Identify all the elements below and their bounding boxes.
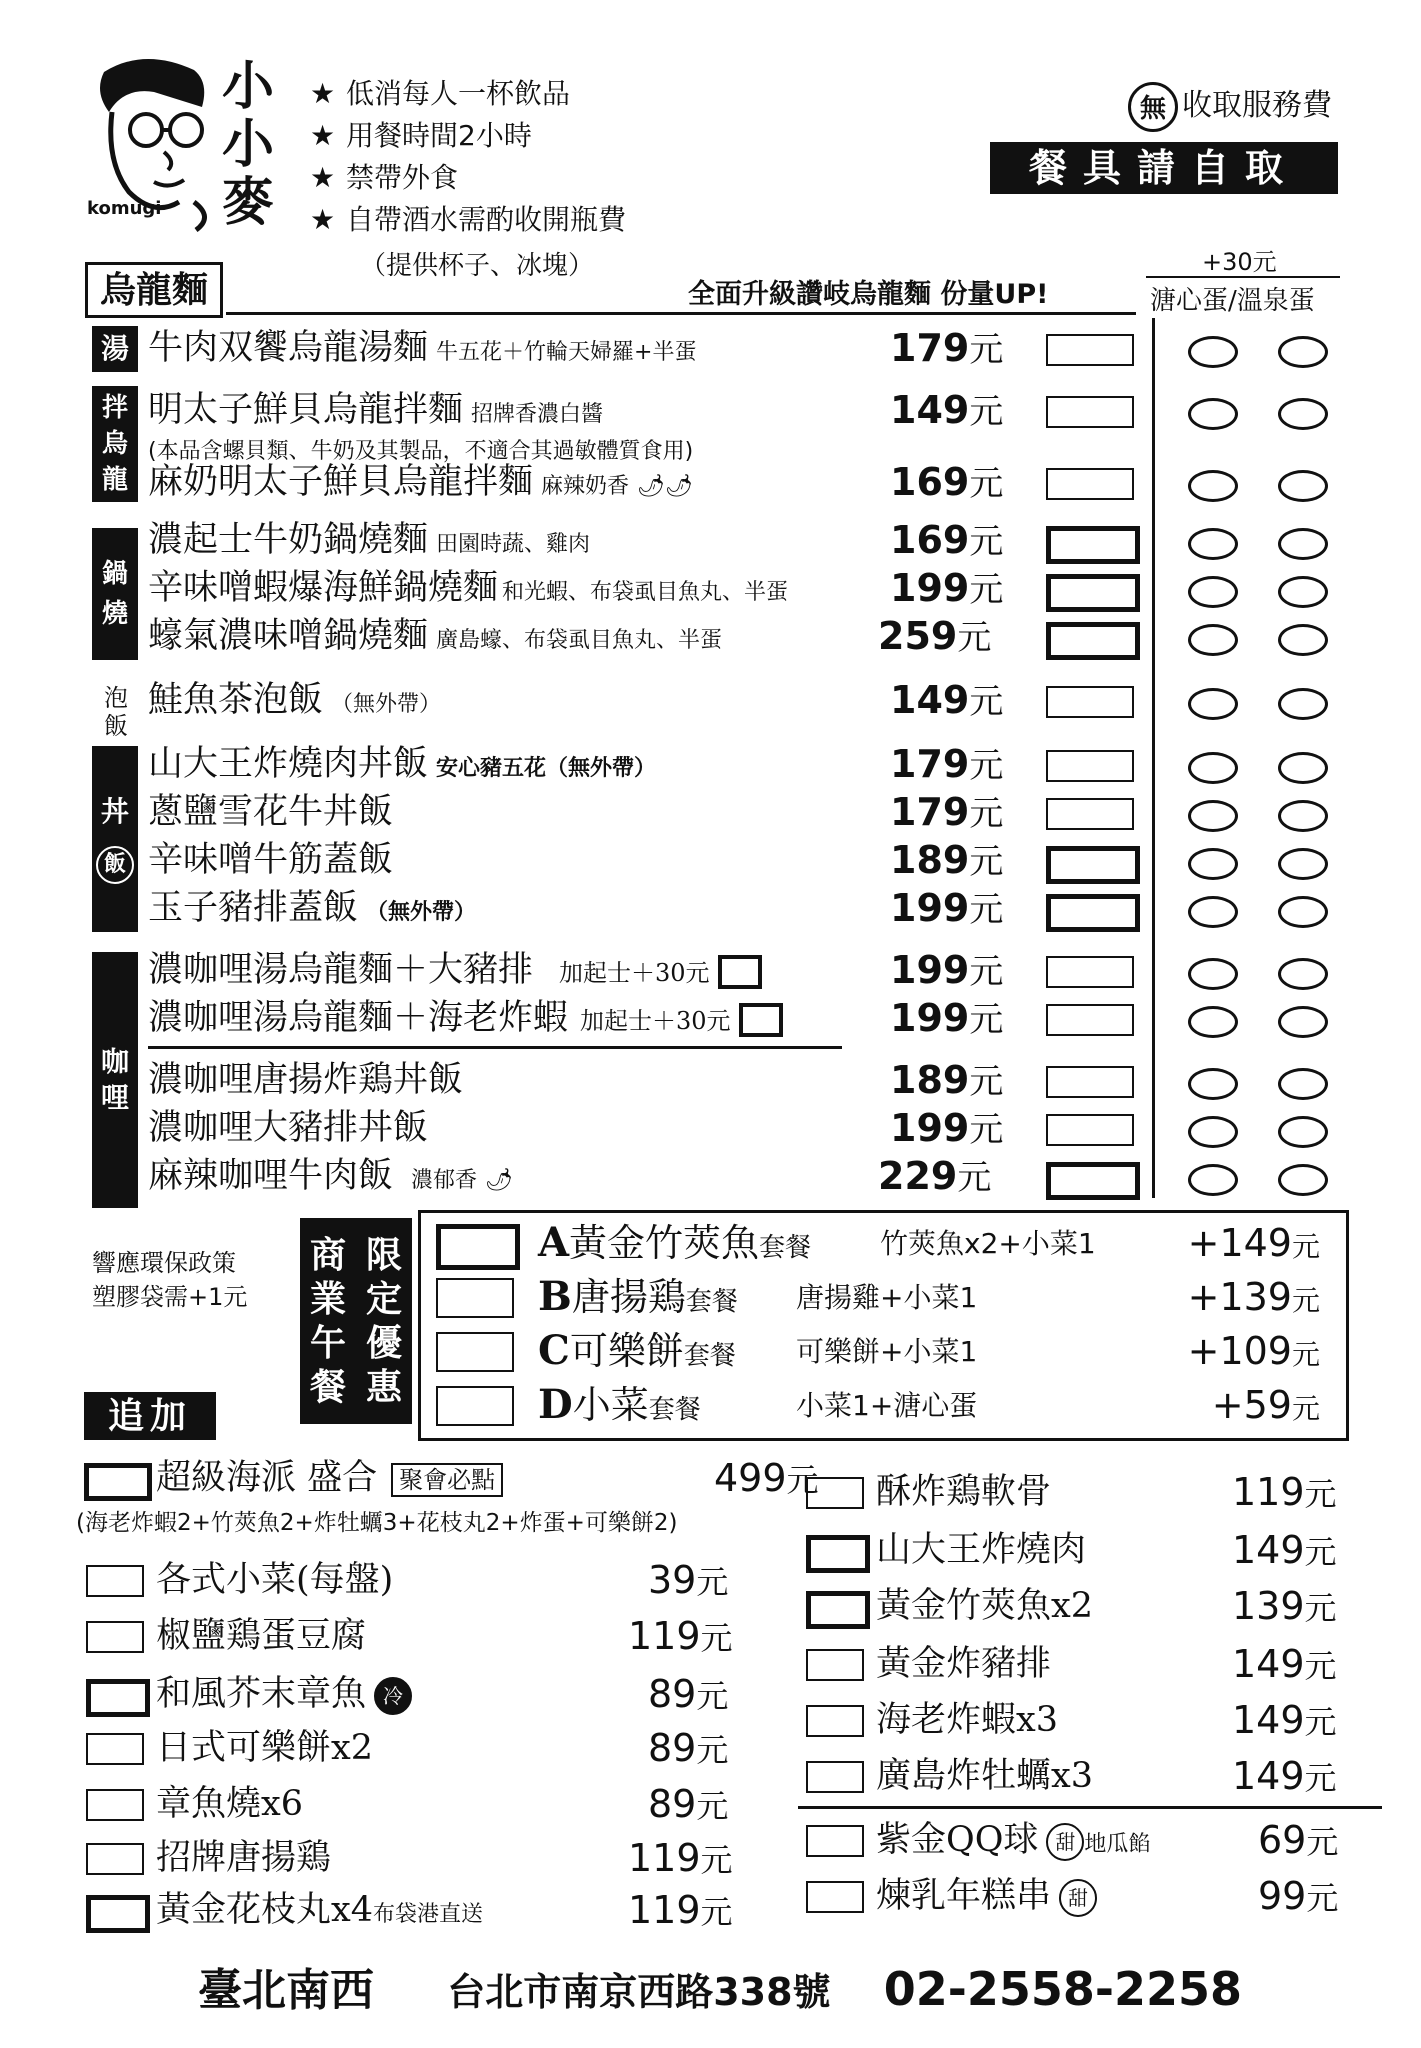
star-icon: ★ bbox=[310, 161, 336, 194]
sweet-icon: 甜 bbox=[1059, 1879, 1097, 1917]
cheese-addon-checkbox[interactable] bbox=[718, 955, 762, 989]
egg-option-soft[interactable] bbox=[1188, 688, 1238, 720]
egg-option-onsen[interactable] bbox=[1278, 800, 1328, 832]
egg-option-soft[interactable] bbox=[1188, 624, 1238, 656]
order-checkbox[interactable] bbox=[806, 1881, 864, 1913]
extra-item: 黃金花枝丸x4布袋港直送 119元 bbox=[86, 1886, 746, 1934]
order-checkbox[interactable] bbox=[86, 1895, 150, 1933]
lunch-set-row: A黃金竹莢魚套餐 竹莢魚x2+小菜1 +149元 bbox=[430, 1218, 1330, 1268]
order-checkbox[interactable] bbox=[436, 1332, 514, 1372]
star-icon: ★ bbox=[310, 119, 336, 152]
chili-icon: 🌶🌶 bbox=[637, 474, 693, 499]
divider bbox=[226, 312, 1136, 315]
order-checkbox[interactable] bbox=[1046, 1004, 1134, 1036]
menu-row: 濃咖哩唐揚炸鶏丼飯 189元 bbox=[148, 1058, 1348, 1102]
menu-row: 濃咖哩湯烏龍麵＋大豬排 加起士＋30元 199元 bbox=[148, 948, 1348, 992]
egg-option-soft[interactable] bbox=[1188, 1068, 1238, 1100]
order-checkbox[interactable] bbox=[1046, 750, 1134, 782]
platter-contents: (海老炸蝦2+竹莢魚2+炸牡蠣3+花枝丸2+炸蛋+可樂餅2) bbox=[76, 1510, 678, 1536]
order-checkbox[interactable] bbox=[806, 1591, 870, 1629]
order-checkbox[interactable] bbox=[1046, 526, 1140, 564]
order-checkbox[interactable] bbox=[1046, 894, 1140, 932]
no-service-mark: 無 bbox=[1128, 82, 1178, 132]
cold-icon: 冷 bbox=[374, 1677, 412, 1715]
branch-name: 臺北南西 bbox=[198, 1965, 374, 2016]
order-checkbox[interactable] bbox=[1046, 956, 1134, 988]
extra-item: 章魚燒x6 89元 bbox=[86, 1780, 746, 1828]
order-checkbox[interactable] bbox=[1046, 334, 1134, 366]
extra-item: 廣島炸牡蠣x3 149元 bbox=[806, 1752, 1356, 1800]
egg-option-soft[interactable] bbox=[1188, 528, 1238, 560]
category-soup: 湯 bbox=[92, 326, 138, 372]
menu-row: 濃咖哩湯烏龍麵＋海老炸蝦 加起士＋30元 199元 bbox=[148, 996, 1348, 1040]
eco-note: 響應環保政策 塑膠袋需+1元 bbox=[92, 1249, 248, 1311]
egg-option-onsen[interactable] bbox=[1278, 958, 1328, 990]
egg-option-onsen[interactable] bbox=[1278, 528, 1328, 560]
extra-item: 招牌唐揚鶏 119元 bbox=[86, 1834, 746, 1882]
menu-row: 蠔氣濃味噌鍋燒麵 廣島蠔、布袋虱目魚丸、半蛋 259元 bbox=[148, 614, 1348, 658]
divider bbox=[1146, 276, 1340, 278]
extra-item: 黃金竹莢魚x2 139元 bbox=[806, 1582, 1356, 1630]
egg-option-onsen[interactable] bbox=[1278, 1068, 1328, 1100]
order-checkbox[interactable] bbox=[1046, 798, 1134, 830]
cheese-addon-checkbox[interactable] bbox=[739, 1003, 783, 1037]
upgrade-note: 全面升級讚岐烏龍麵 份量UP! bbox=[688, 279, 1049, 310]
menu-row: 蔥鹽雪花牛丼飯 179元 bbox=[148, 790, 1348, 834]
egg-option-onsen[interactable] bbox=[1278, 398, 1328, 430]
brand-name-en: komugi bbox=[87, 198, 162, 219]
menu-row: 山大王炸燒肉丼飯 安心豬五花（無外帶） 179元 bbox=[148, 742, 1348, 786]
order-checkbox[interactable] bbox=[1046, 1114, 1134, 1146]
category-chazuke: 泡飯 bbox=[104, 684, 128, 740]
extra-item: 黃金炸豬排 149元 bbox=[806, 1640, 1356, 1688]
menu-row: 濃起士牛奶鍋燒麵 田園時蔬、雞肉 169元 bbox=[148, 518, 1348, 562]
store-phone: 02-2558-2258 bbox=[883, 1962, 1243, 2016]
order-checkbox[interactable] bbox=[806, 1477, 864, 1509]
egg-option-soft[interactable] bbox=[1188, 398, 1238, 430]
egg-option-soft[interactable] bbox=[1188, 470, 1238, 502]
egg-option-soft[interactable] bbox=[1188, 848, 1238, 880]
order-checkbox[interactable] bbox=[86, 1843, 144, 1875]
egg-option-soft[interactable] bbox=[1188, 800, 1238, 832]
category-curry: 咖哩 bbox=[92, 952, 138, 1208]
lunch-set-row: D小菜套餐 小菜1+溏心蛋 +59元 bbox=[430, 1380, 1330, 1430]
menu-row: 玉子豬排蓋飯 （無外帶） 199元 bbox=[148, 886, 1348, 930]
category-mix-udon: 拌烏龍 bbox=[92, 386, 138, 502]
order-checkbox[interactable] bbox=[1046, 574, 1140, 612]
egg-option-soft[interactable] bbox=[1188, 1006, 1238, 1038]
egg-option-soft[interactable] bbox=[1188, 576, 1238, 608]
platter-tag: 聚會必點 bbox=[391, 1463, 503, 1497]
order-checkbox[interactable] bbox=[806, 1705, 864, 1737]
category-don: 丼 飯 bbox=[92, 746, 138, 932]
order-checkbox[interactable] bbox=[1046, 686, 1134, 718]
menu-row: 辛味噌牛筋蓋飯 189元 bbox=[148, 838, 1348, 882]
menu-row: 牛肉双饗烏龍湯麵 牛五花＋竹輪天婦羅+半蛋 179元 bbox=[148, 326, 1348, 370]
allergy-note: (本品含螺貝類、牛奶及其製品，不適合其過敏體質食用) bbox=[148, 439, 694, 464]
egg-option-soft[interactable] bbox=[1188, 958, 1238, 990]
section-title-extras: 追加 bbox=[84, 1392, 216, 1440]
rule-item: ★ 自帶酒水需酌收開瓶費 bbox=[310, 203, 627, 236]
extra-item: 日式可樂餅x2 89元 bbox=[86, 1724, 746, 1772]
egg-option-soft[interactable] bbox=[1188, 336, 1238, 368]
order-checkbox[interactable] bbox=[1046, 622, 1140, 660]
lunch-promo-tag: 商 限 業 定 午 優 餐 惠 bbox=[300, 1218, 412, 1424]
order-checkbox[interactable] bbox=[86, 1679, 150, 1717]
rule-item: ★ 低消每人一杯飲品 bbox=[310, 77, 571, 110]
category-pot: 鍋燒 bbox=[92, 528, 138, 660]
order-checkbox[interactable] bbox=[806, 1649, 864, 1681]
store-footer bbox=[198, 1954, 1258, 2018]
rule-item: ★ 用餐時間2小時 bbox=[310, 119, 532, 152]
extra-item: 紫金QQ球 甜 地瓜餡 69元 bbox=[806, 1816, 1356, 1864]
order-checkbox[interactable] bbox=[1046, 1066, 1134, 1098]
egg-option-soft[interactable] bbox=[1188, 896, 1238, 928]
order-checkbox[interactable] bbox=[1046, 846, 1140, 884]
store-address: 台北市南京西路338號 bbox=[447, 1970, 831, 2014]
egg-option-onsen[interactable] bbox=[1278, 1006, 1328, 1038]
rule-item: ★ 禁帶外食 bbox=[310, 161, 459, 194]
egg-option-onsen[interactable] bbox=[1278, 688, 1328, 720]
chili-icon: 🌶 bbox=[485, 1168, 513, 1193]
order-checkbox[interactable] bbox=[436, 1278, 514, 1318]
lunch-set-row: C可樂餅套餐 可樂餅+小菜1 +109元 bbox=[430, 1326, 1330, 1376]
order-checkbox[interactable] bbox=[436, 1386, 514, 1426]
extra-item: 山大王炸燒肉 149元 bbox=[806, 1526, 1356, 1574]
menu-row: 麻辣咖哩牛肉飯 濃郁香 🌶 229元 bbox=[148, 1154, 1348, 1198]
egg-option-soft[interactable] bbox=[1188, 1164, 1238, 1196]
extra-item: 各式小菜(每盤) 39元 bbox=[86, 1556, 746, 1604]
order-checkbox[interactable] bbox=[806, 1761, 864, 1793]
section-title-udon: 烏龍麵 bbox=[85, 262, 223, 318]
egg-option-onsen[interactable] bbox=[1278, 752, 1328, 784]
egg-option-onsen[interactable] bbox=[1278, 1116, 1328, 1148]
star-icon: ★ bbox=[310, 203, 336, 236]
order-checkbox[interactable] bbox=[1046, 468, 1134, 500]
no-service-fee: 無 收取服務費 bbox=[1128, 80, 1332, 132]
egg-addon-price: +30元 bbox=[1202, 248, 1277, 276]
rule-note: （提供杯子、冰塊） bbox=[360, 251, 595, 281]
egg-option-soft[interactable] bbox=[1188, 1116, 1238, 1148]
extra-item: 酥炸鶏軟骨 119元 bbox=[806, 1468, 1356, 1516]
brand-name-cn: 小小麥 bbox=[222, 56, 275, 233]
egg-option-onsen[interactable] bbox=[1278, 896, 1328, 928]
lunch-set-row: B唐揚鶏套餐 唐揚雞+小菜1 +139元 bbox=[430, 1272, 1330, 1322]
order-checkbox[interactable] bbox=[1046, 396, 1134, 428]
egg-option-onsen[interactable] bbox=[1278, 1164, 1328, 1196]
extra-item: 和風芥末章魚 冷 89元 bbox=[86, 1670, 746, 1718]
order-checkbox[interactable] bbox=[86, 1621, 144, 1653]
menu-row: 鮭魚茶泡飯 （無外帶） 149元 bbox=[148, 678, 1348, 722]
sweet-icon: 甜 bbox=[1046, 1823, 1084, 1861]
egg-option-onsen[interactable] bbox=[1278, 624, 1328, 656]
menu-row: 濃咖哩大豬排丼飯 199元 bbox=[148, 1106, 1348, 1150]
menu-row: 麻奶明太子鮮貝烏龍拌麵 麻辣奶香 🌶🌶 169元 bbox=[148, 460, 1348, 504]
egg-option-soft[interactable] bbox=[1188, 752, 1238, 784]
menu-row: 明太子鮮貝烏龍拌麵 招牌香濃白醬 149元 bbox=[148, 388, 1348, 432]
divider bbox=[148, 1046, 842, 1049]
order-checkbox[interactable] bbox=[806, 1535, 870, 1573]
extra-item: 煉乳年糕串 甜 99元 bbox=[806, 1872, 1356, 1920]
extra-item: 椒鹽鶏蛋豆腐 119元 bbox=[86, 1612, 746, 1660]
egg-option-onsen[interactable] bbox=[1278, 470, 1328, 502]
egg-options-header: 溏心蛋/溫泉蛋 bbox=[1150, 286, 1315, 316]
order-checkbox[interactable] bbox=[86, 1565, 144, 1597]
order-checkbox[interactable] bbox=[86, 1789, 144, 1821]
egg-option-onsen[interactable] bbox=[1278, 848, 1328, 880]
tableware-banner: 餐具請自取 bbox=[990, 142, 1338, 194]
order-checkbox[interactable] bbox=[86, 1733, 144, 1765]
divider bbox=[798, 1806, 1382, 1809]
menu-row: 辛味噌蝦爆海鮮鍋燒麵 和光蝦、布袋虱目魚丸、半蛋 199元 bbox=[148, 566, 1348, 610]
category-don-circle: 飯 bbox=[96, 846, 134, 884]
order-checkbox[interactable] bbox=[1046, 1162, 1140, 1200]
order-checkbox[interactable] bbox=[436, 1224, 520, 1270]
egg-option-onsen[interactable] bbox=[1278, 336, 1328, 368]
order-checkbox[interactable] bbox=[806, 1825, 864, 1857]
extra-item: 超級海派 盛合 聚會必點 499元 bbox=[84, 1454, 764, 1502]
extra-item: 海老炸蝦x3 149元 bbox=[806, 1696, 1356, 1744]
star-icon: ★ bbox=[310, 77, 336, 110]
egg-option-onsen[interactable] bbox=[1278, 576, 1328, 608]
order-checkbox[interactable] bbox=[84, 1463, 152, 1501]
